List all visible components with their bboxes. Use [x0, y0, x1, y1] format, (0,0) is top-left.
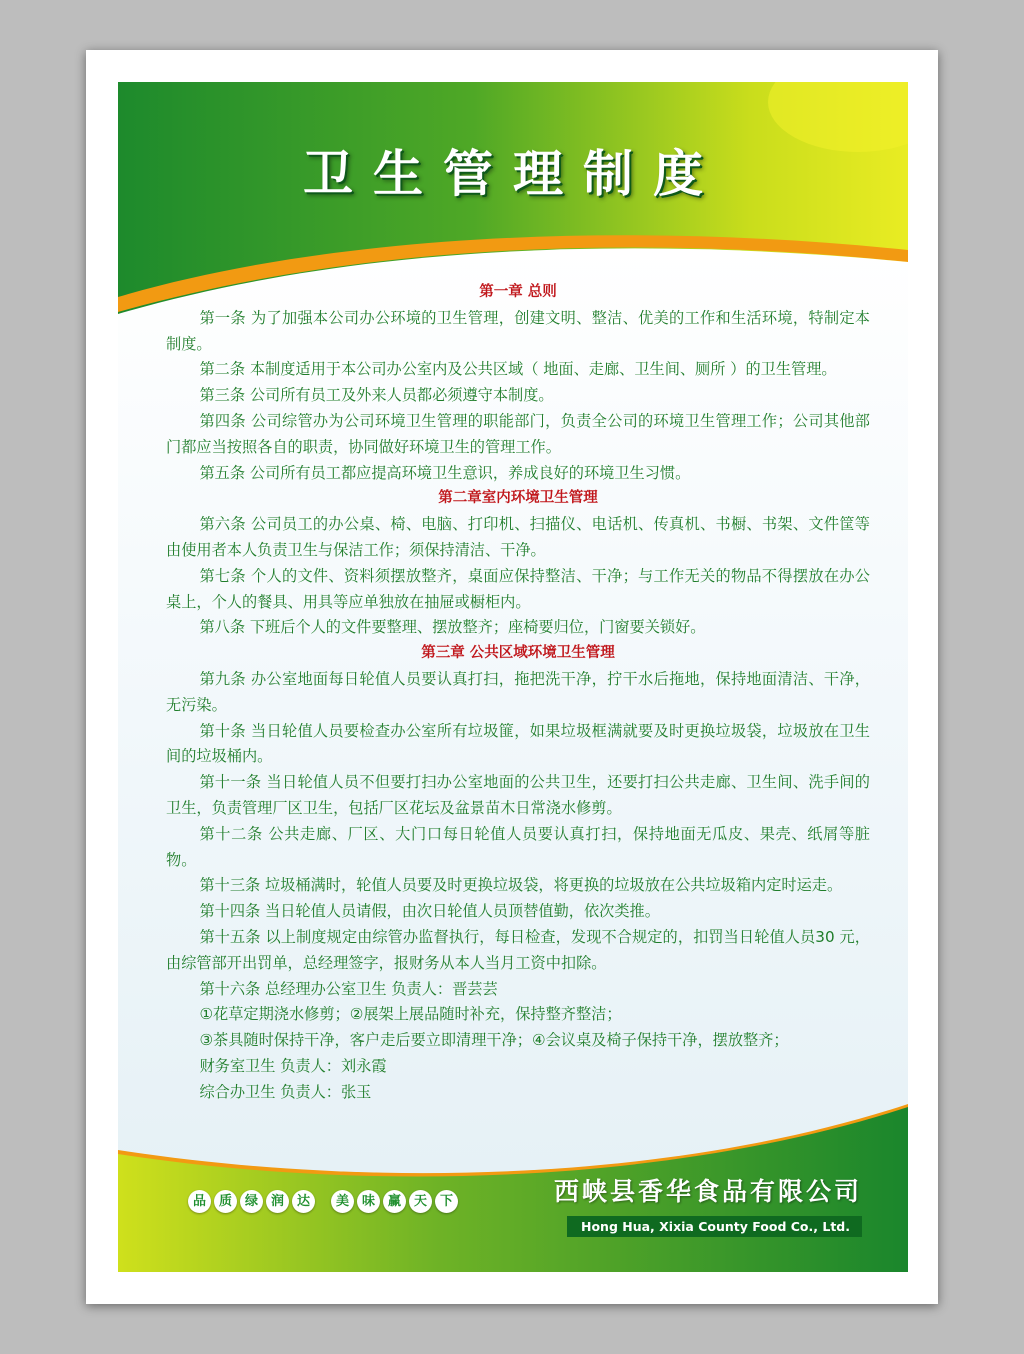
chapter-heading-1: 第一章 总则 [479, 284, 557, 300]
slogan-char: 质 [214, 1190, 237, 1213]
article-15: 第十五条 以上制度规定由综管办监督执行，每日检查，发现不合规定的，扣罚当日轮值人员30 元，由综管部开出罚单，总经理签字，报财务从本人当月工资中扣除。 [166, 927, 870, 972]
slogan-char: 品 [188, 1190, 211, 1213]
article-8: 第八条 下班后个人的文件要整理、摆放整齐；座椅要归位，门窗要关锁好。 [199, 618, 706, 637]
article-16-item-2: ③茶具随时保持干净，客户走后要立即清理干净；④会议桌及椅子保持干净，摆放整齐； [199, 1031, 789, 1050]
slogan-char: 赢 [383, 1190, 406, 1213]
article-12: 第十二条 公共走廊、厂区、大门口每日轮值人员要认真打扫，保持地面无瓜皮、果壳、纸屑等脏物。 [166, 824, 870, 869]
regulation-body [166, 280, 870, 1106]
article-7: 第七条 个人的文件、资料须摆放整齐，桌面应保持整洁、干净；与工作无关的物品不得摆放在办公桌上，个人的餐具、用具等应单独放在抽屉或橱柜内。 [166, 566, 870, 611]
article-2: 第二条 本制度适用于本公司办公室内及公共区域（ 地面、走廊、卫生间、厕所 ）的卫生管理。 [199, 360, 837, 379]
slogan-char: 绿 [240, 1190, 263, 1213]
slogan-char: 味 [357, 1190, 380, 1213]
article-11: 第十一条 当日轮值人员不但要打扫办公室地面的公共卫生，还要打扫公共走廊、卫生间、洗手间的卫生，负责管理厂区卫生，包括厂区花坛及盆景苗木日常浇水修剪。 [166, 773, 870, 817]
article-6: 第六条 公司员工的办公桌、椅、电脑、打印机、扫描仪、电话机、传真机、书橱、书架、文件筐等由使用者本人负责卫生与保洁工作；须保持清洁、干净。 [166, 515, 870, 559]
slogan-char: 润 [266, 1190, 289, 1213]
slogan-char: 达 [292, 1190, 315, 1213]
article-9: 第九条 办公室地面每日轮值人员要认真打扫，拖把洗干净，拧干水后拖地，保持地面清洁、干净，无污染。 [166, 669, 870, 714]
finance-room-duty: 财务室卫生 负责人：刘永霞 [199, 1056, 387, 1075]
article-16-item-1: ①花草定期浇水修剪；②展架上展品随时补充，保持整齐整洁； [199, 1005, 622, 1024]
poster-title: 卫生管理制度 [303, 145, 723, 203]
chapter-heading-2: 第二章室内环境卫生管理 [438, 490, 598, 507]
slogan-taste [331, 1190, 458, 1213]
company-name-cn: 西峡县香华食品有限公司 [553, 1177, 862, 1206]
article-16: 第十六条 总经理办公室卫生 负责人：晋芸芸 [199, 979, 498, 998]
company-name-en: Hong Hua, Xixia County Food Co., Ltd. [567, 1216, 862, 1237]
article-10: 第十条 当日轮值人员要检查办公室所有垃圾篚，如果垃圾框满就要及时更换垃圾袋，垃圾放在卫生间的垃圾桶内。 [166, 721, 870, 766]
slogan-quality [188, 1190, 315, 1213]
chapter-heading-3: 第三章 公共区域环境卫生管理 [421, 645, 615, 662]
slogan-char: 美 [331, 1190, 354, 1213]
article-5: 第五条 公司所有员工都应提高环境卫生意识，养成良好的环境卫生习惯。 [199, 463, 691, 482]
article-1: 第一条 为了加强本公司办公环境的卫生管理，创建文明、整洁、优美的工作和生活环境，特制定本制度。 [166, 308, 870, 353]
general-office-duty: 综合办卫生 负责人：张玉 [199, 1082, 372, 1101]
slogan-char: 下 [435, 1190, 458, 1213]
article-3: 第三条 公司所有员工及外来人员都必须遵守本制度。 [199, 386, 554, 405]
article-14: 第十四条 当日轮值人员请假，由次日轮值人员顶替值勤，依次类推。 [199, 902, 660, 921]
poster [118, 82, 908, 1272]
article-13: 第十三条 垃圾桶满时，轮值人员要及时更换垃圾袋，将更换的垃圾放在公共垃圾箱内定时运走。 [199, 876, 843, 895]
company-block [554, 1172, 862, 1237]
article-4: 第四条 公司综管办为公司环境卫生管理的职能部门，负责全公司的环境卫生管理工作；公司其他部门都应当按照各自的职责，协同做好环境卫生的管理工作。 [166, 411, 870, 456]
slogan-char: 天 [409, 1190, 432, 1213]
slogans [188, 1190, 458, 1213]
